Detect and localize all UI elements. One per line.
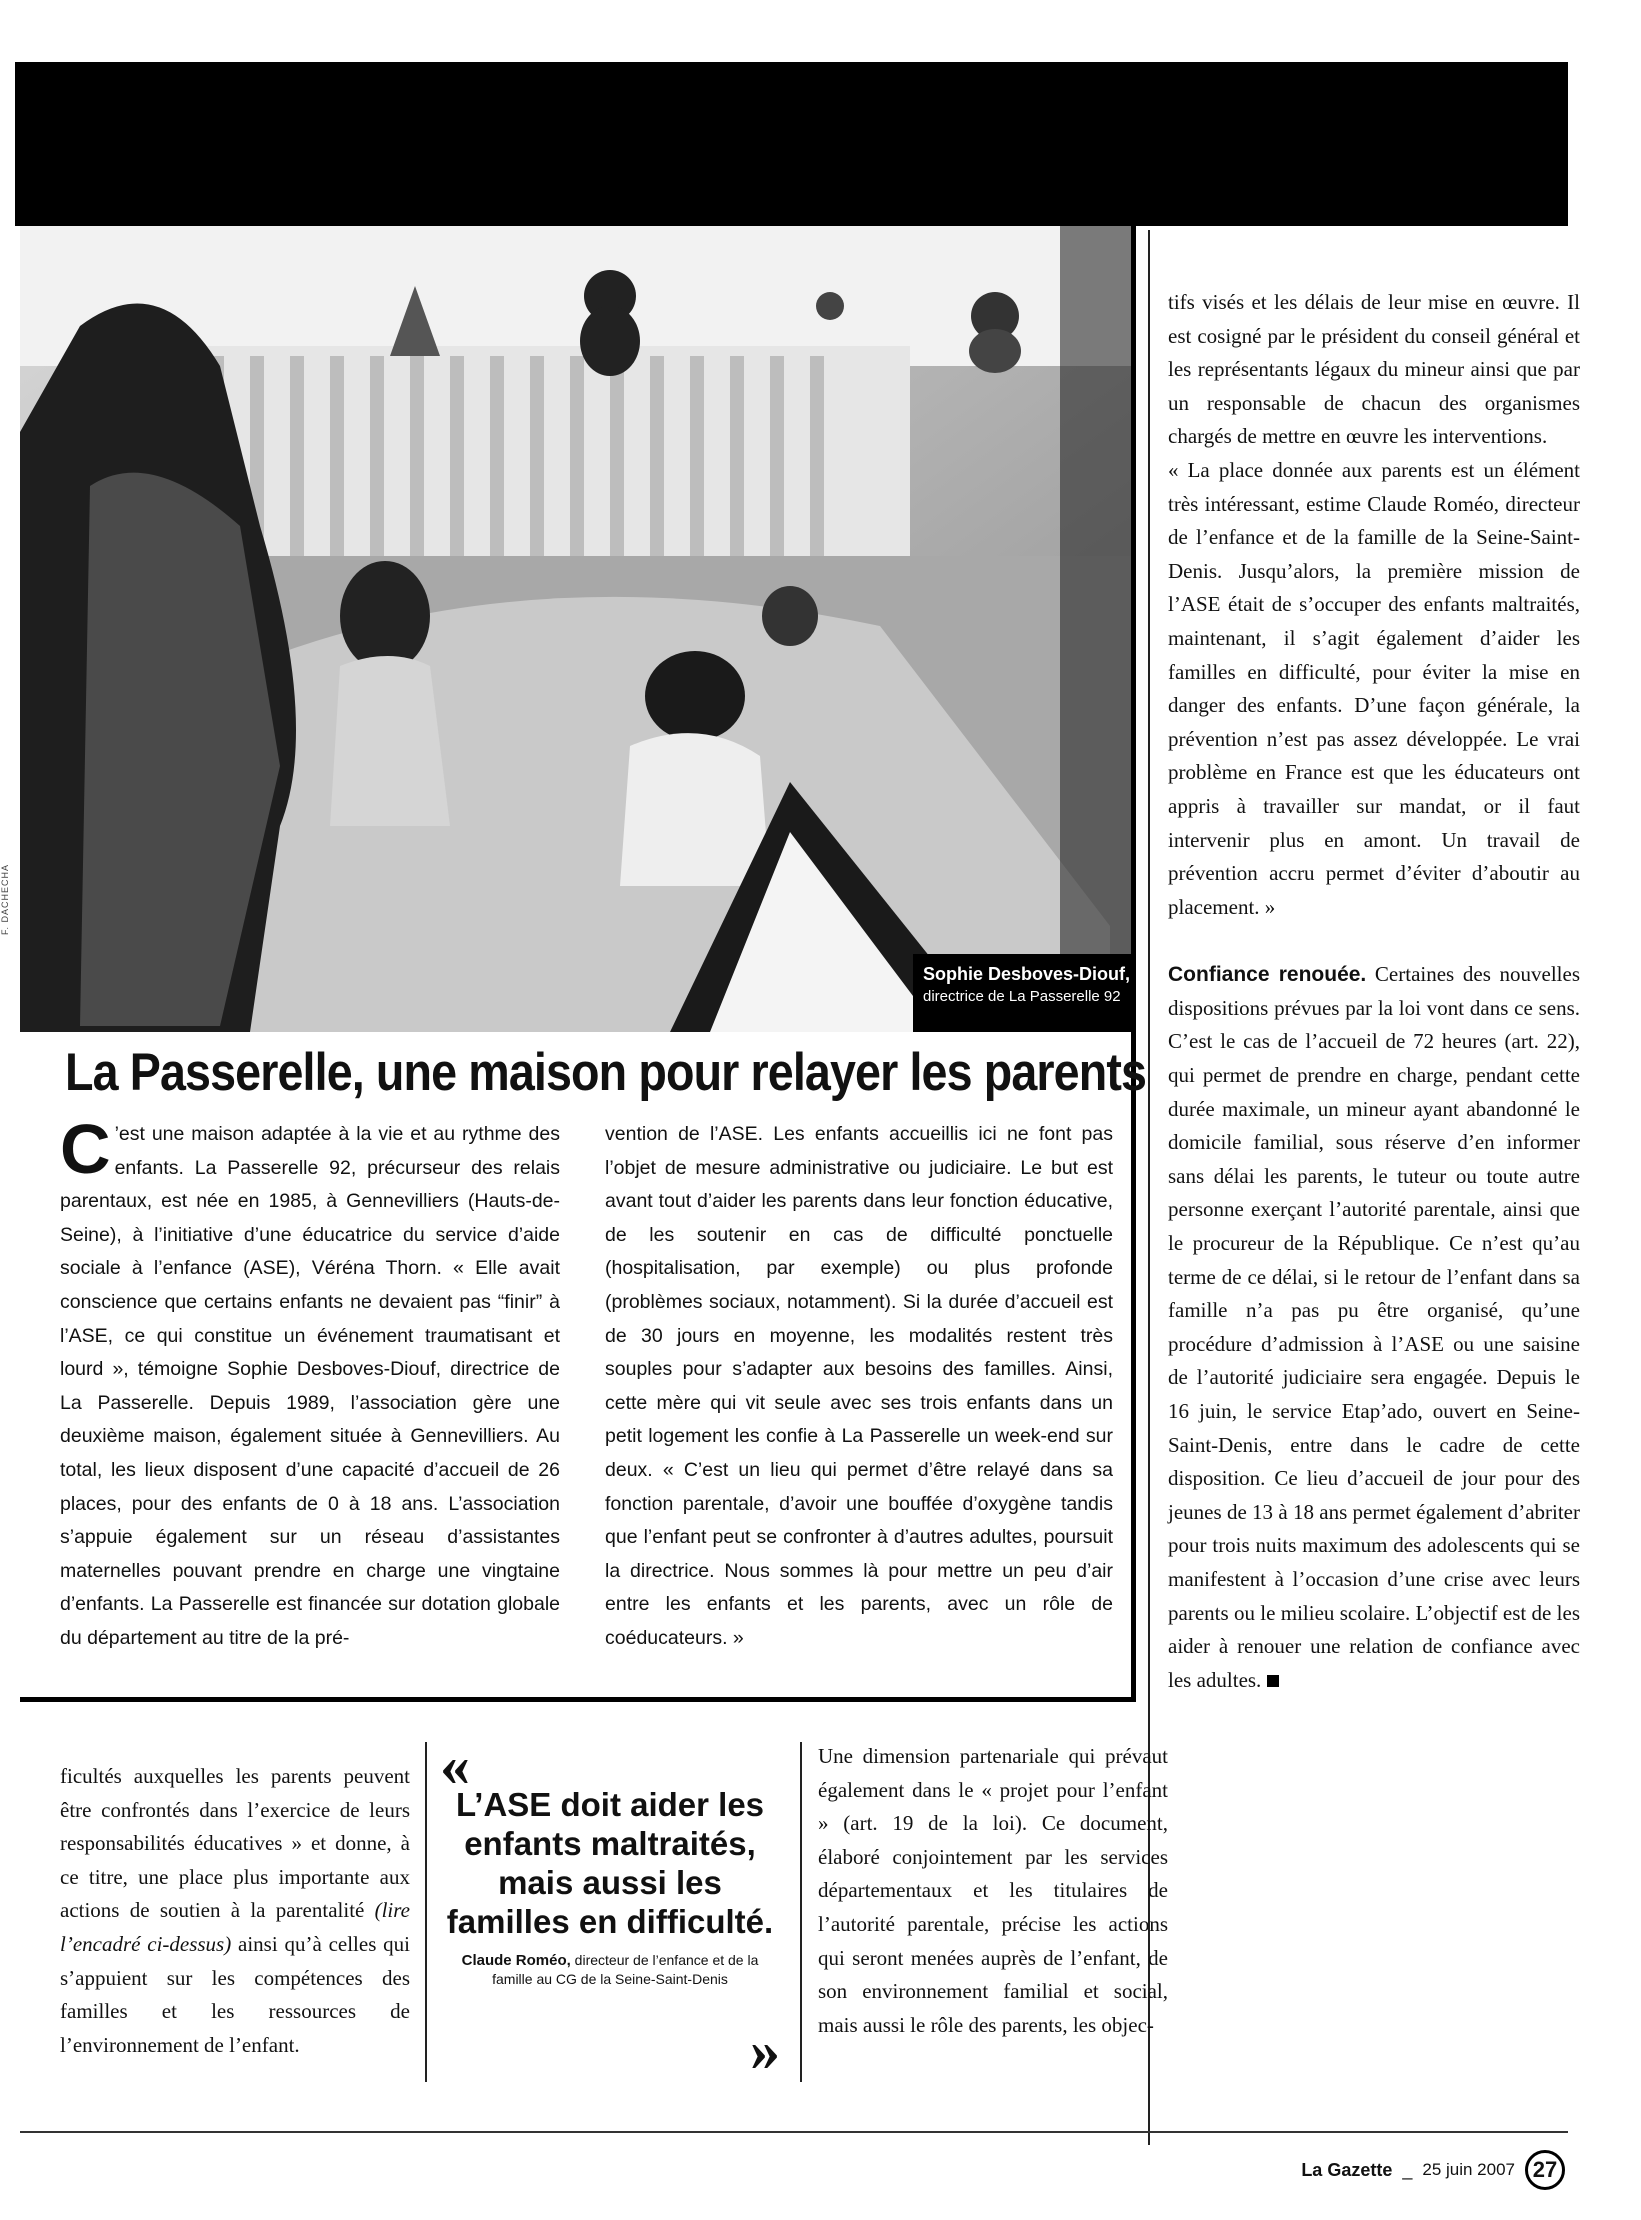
quote-right-divider [800, 1742, 802, 2082]
photo-illustration [20, 226, 1131, 1032]
article-photo [20, 226, 1131, 1032]
pull-quote-text: L’ASE doit aider les enfants maltraités, mais aussi les familles en difficulté. [446, 1786, 774, 1940]
pull-quote-block [440, 1732, 780, 2083]
page-footer [1301, 2150, 1565, 2190]
bottom-left-column [60, 1760, 410, 2062]
right-paragraph-2: « La place donnée aux parents est un élément très intéressant, estime Claude Roméo, directeur de l’enfance et de la famille de la Seine-Saint-Denis. Jusqu’alors, la première mission de l’ASE était de s’occuper des enfants maltraités, maintenant, il s’agit également d’aider les familles en difficulté, pour éviter la mise en danger des enfants. D’une façon générale, la prévention n’est pas assez développée. Le vrai problème en France est que les éducateurs ont appris à travailler sur mandat, or il faut intervenir plus en amont. Un travail de prévention accru permet d’éviter d’aboutir au placement. » [1168, 457, 1580, 919]
close-quote-mark: » [750, 2017, 780, 2083]
issue-date: 25 juin 2007 [1422, 2160, 1515, 2179]
bottom-middle-column [818, 1740, 1168, 2042]
page-number: 27 [1525, 2150, 1565, 2190]
quote-author [440, 1951, 780, 1989]
bottom-left-italic: (lire l’encadré ci-dessus) [60, 1898, 410, 1956]
drop-cap: C [60, 1110, 111, 1188]
caption-name: Sophie Desboves-Diouf, [923, 964, 1131, 984]
top-black-band [15, 62, 1568, 226]
box-headline: La Passerelle, une maison pour relayer les parents [65, 1043, 1147, 1102]
right-paragraph-3-text: Certaines des nouvelles dispositions prévues par la loi vont dans ce sens. C’est le cas de l’accueil de 72 heures (art. 22), qui permet de prendre en charge, pendant cette durée maximale, un mineur ayant abandonné le domicile familial, sous réserve d’en informer sans délai les parents, le tuteur ou toute autre personne exerçant l’autorité parentale, ainsi que le procureur de la République. Ce n’est qu’au terme de ce délai, si le retour de l’enfant dans sa famille n’a pas pu être organisé, qu’une procédure d’admission à l’ASE ou une saisine de l’autorité judiciaire sera engagée. Depuis le 16 juin, le service Etap’ado, ouvert en Seine-Saint-Denis, entre dans le cadre de cette disposition. Ce lieu d’accueil de jour pour des jeunes de 13 à 18 ans permet également d’abriter pour trois nuits maximum des adolescents qui se manifestent à l’occasion d’une crise avec leurs parents ou le milieu scolaire. L’objectif est de les aider à renouer une relation de confiance avec les adultes. [1168, 962, 1580, 1692]
footer-separator: _ [1402, 2159, 1413, 2180]
bottom-left-text [60, 1760, 410, 2062]
box-column-1 [60, 1110, 560, 1656]
bottom-left-text-b: ainsi qu’à celles qui s’appuient sur les compétences des familles et les ressources de l’environnement de l’enfant. [60, 1931, 410, 2057]
open-quote-mark: « [440, 1732, 470, 1798]
quote-author-name: Claude Roméo, [461, 1952, 571, 1969]
end-mark [1267, 1675, 1279, 1687]
subhead-confiance: Confiance renouée. [1168, 963, 1367, 987]
bottom-rule [20, 2131, 1568, 2133]
photo-credit: F. DACHECHA [0, 863, 10, 935]
box-column-2 [605, 1118, 1113, 1656]
quote-left-divider [425, 1742, 427, 2082]
publication-name: La Gazette [1301, 2159, 1393, 2180]
photo-caption [913, 954, 1131, 1032]
right-column [1168, 286, 1580, 1697]
right-paragraph-1: tifs visés et les délais de leur mise en œuvre. Il est cosigné par le président du conseil général et les représentants légaux du mineur ainsi que par un responsable de chacun des organismes chargés de mettre en œuvre les interventions. [1168, 290, 1580, 449]
quote-author-role: directeur de l’enfance et de la famille au CG de la Seine-Saint-Denis [492, 1952, 759, 1987]
box-paragraph-1 [60, 1110, 560, 1656]
bottom-left-text-a: ficultés auxquelles les parents peuvent être confrontés dans l’exercice de leurs responsabilités éducatives » et donne, à ce titre, une place plus importante aux actions de soutien à la parentalité [60, 1764, 410, 1923]
right-paragraph-3 [1168, 958, 1580, 1697]
bottom-middle-text: Une dimension partenariale qui prévaut également dans le « projet pour l’enfant » (art. 19 de la loi). Ce document, élaboré conjointement par les services départementaux et les titulaires de l’autorité parentale, précise les actions qui seront menées auprès de l’enfant, de son environnement familial et social, mais aussi le rôle des parents, les objec- [818, 1744, 1168, 2037]
caption-role: directrice de La Passerelle 92 [923, 988, 1121, 1005]
box-col1-text: ’est une maison adaptée à la vie et au rythme des enfants. La Passerelle 92, précurseur des relais parentaux, est née en 1985, à Gennevilliers (Hauts-de-Seine), à l’initiative d’une éducatrice du service d’aide sociale à l’enfance (ASE), Véréna Thorn. « Elle avait conscience que certains enfants ne devaient pas “finir” à l’ASE, ce qui constitue un événement traumatisant et lourd », témoigne Sophie Desboves-Diouf, directrice de La Passerelle. Depuis 1989, l’association gère une deuxième maison, également située à Gennevilliers. Au total, les lieux disposent d’une capacité d’accueil de 26 places, pour des enfants de 0 à 18 ans. L’association s’appuie également sur un réseau d’assistantes maternelles pouvant prendre en charge une vingtaine d’enfants. La Passerelle est financée sur dotation globale du département au titre de la pré- [60, 1123, 560, 1649]
box-col2-text: vention de l’ASE. Les enfants accueillis ici ne font pas l’objet de mesure administrative ou judiciaire. Le but est avant tout d’aider les parents dans leur fonction éducative, de les soutenir en cas de difficulté ponctuelle (hospitalisation, par exemple) ou plus profonde (problèmes sociaux, notamment). Si la durée d’accueil est de 30 jours en moyenne, les modalités restent très souples pour s’adapter aux besoins des familles. Ainsi, cette mère qui vit seule avec ses trois enfants dans un petit logement les confie à La Passerelle un week-end sur deux. « C’est un lieu qui permet d’être relayé dans sa fonction parentale, d’avoir une bouffée d’oxygène tandis que l’enfant peut se confronter à d’autres adultes, poursuit la directrice. Nous sommes là pour mettre un peu d’air entre les enfants et les parents, avec un rôle de coéducateurs. » [605, 1123, 1113, 1649]
